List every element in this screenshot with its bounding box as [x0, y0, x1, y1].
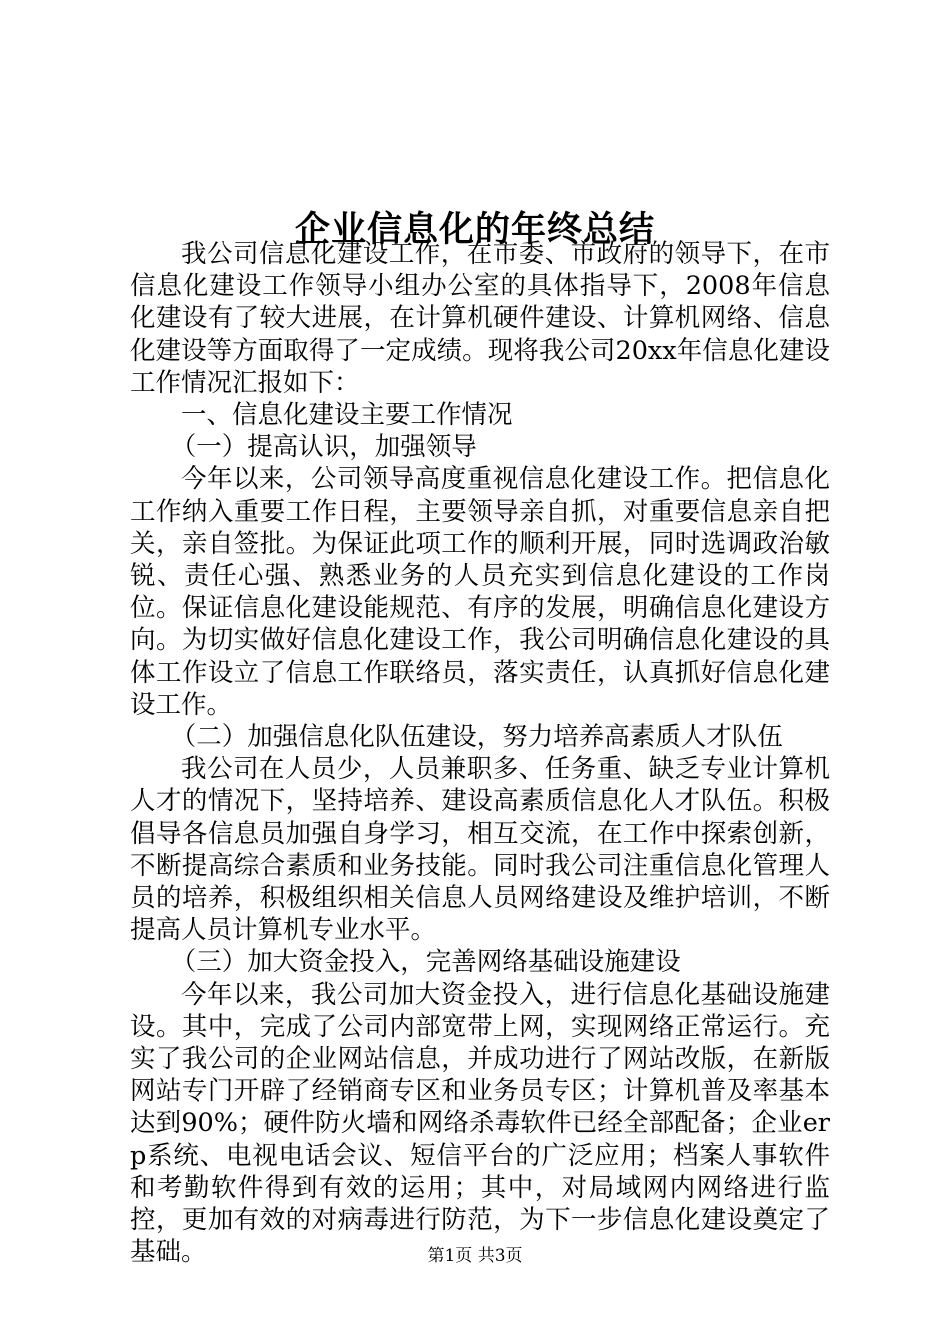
page-title: 企业信息化的年终总结 [294, 209, 655, 251]
document-body [130, 238, 830, 1269]
page-footer: 第1页 共3页 [427, 1246, 523, 1266]
subsection-heading: （二）加强信息化队伍建设，努力培养高素质人才队伍 [170, 722, 783, 753]
paragraph: 今年以来，公司领导高度重视信息化建设工作。把信息化工作纳入重要工作日程，主要领导亲自抓，对重要信息亲自把关，亲自签批。为保证此项工作的顺利开展，同时选调政治敏锐、责任心强、熟悉业务的人员充实到信息化建设的工作岗位。保证信息化建设能规范、有序的发展，明确信息化建设方向。为切实做好信息化建设工作，我公司明确信息化建设的具体工作设立了信息工作联络员，落实责任，认真抓好信息化建设工作。 [130, 464, 830, 720]
subsection-heading: （三）加大资金投入，完善网络基础设施建设 [170, 947, 681, 978]
subsection-heading: （一）提高认识，加强领导 [170, 432, 477, 463]
paragraph-intro: 我公司信息化建设工作，在市委、市政府的领导下，在市信息化建设工作领导小组办公室的具体指导下，2008年信息化建设有了较大进展，在计算机硬件建设、计算机网络、信息化建设等方面取得了一定成绩。现将我公司20xx年信息化建设工作情况汇报如下： [130, 239, 830, 398]
paragraph: 今年以来，我公司加大资金投入，进行信息化基础设施建设。其中，完成了公司内部宽带上网，实现网络正常运行。充实了我公司的企业网站信息，并成功进行了网站改版，在新版网站专门开辟了经销商专区和业务员专区；计算机普及率基本达到90%；硬件防火墙和网络杀毒软件已经全部配备；企业erp系统、电视电话会议、短信平台的广泛应用；档案人事软件和考勤软件得到有效的运用；其中，对局域网内网络进行监控，更加有效的对病毒进行防范，为下一步信息化建设奠定了基础。 [130, 979, 830, 1268]
paragraph: 我公司在人员少，人员兼职多、任务重、缺乏专业计算机人才的情况下，坚持培养、建设高素质信息化人才队伍。积极倡导各信息员加强自身学习，相互交流，在工作中探索创新，不断提高综合素质和业务技能。同时我公司注重信息化管理人员的培养，积极组织相关信息人员网络建设及维护培训，不断提高人员计算机专业水平。 [130, 754, 830, 946]
section-heading: 一、信息化建设主要工作情况 [181, 400, 513, 431]
